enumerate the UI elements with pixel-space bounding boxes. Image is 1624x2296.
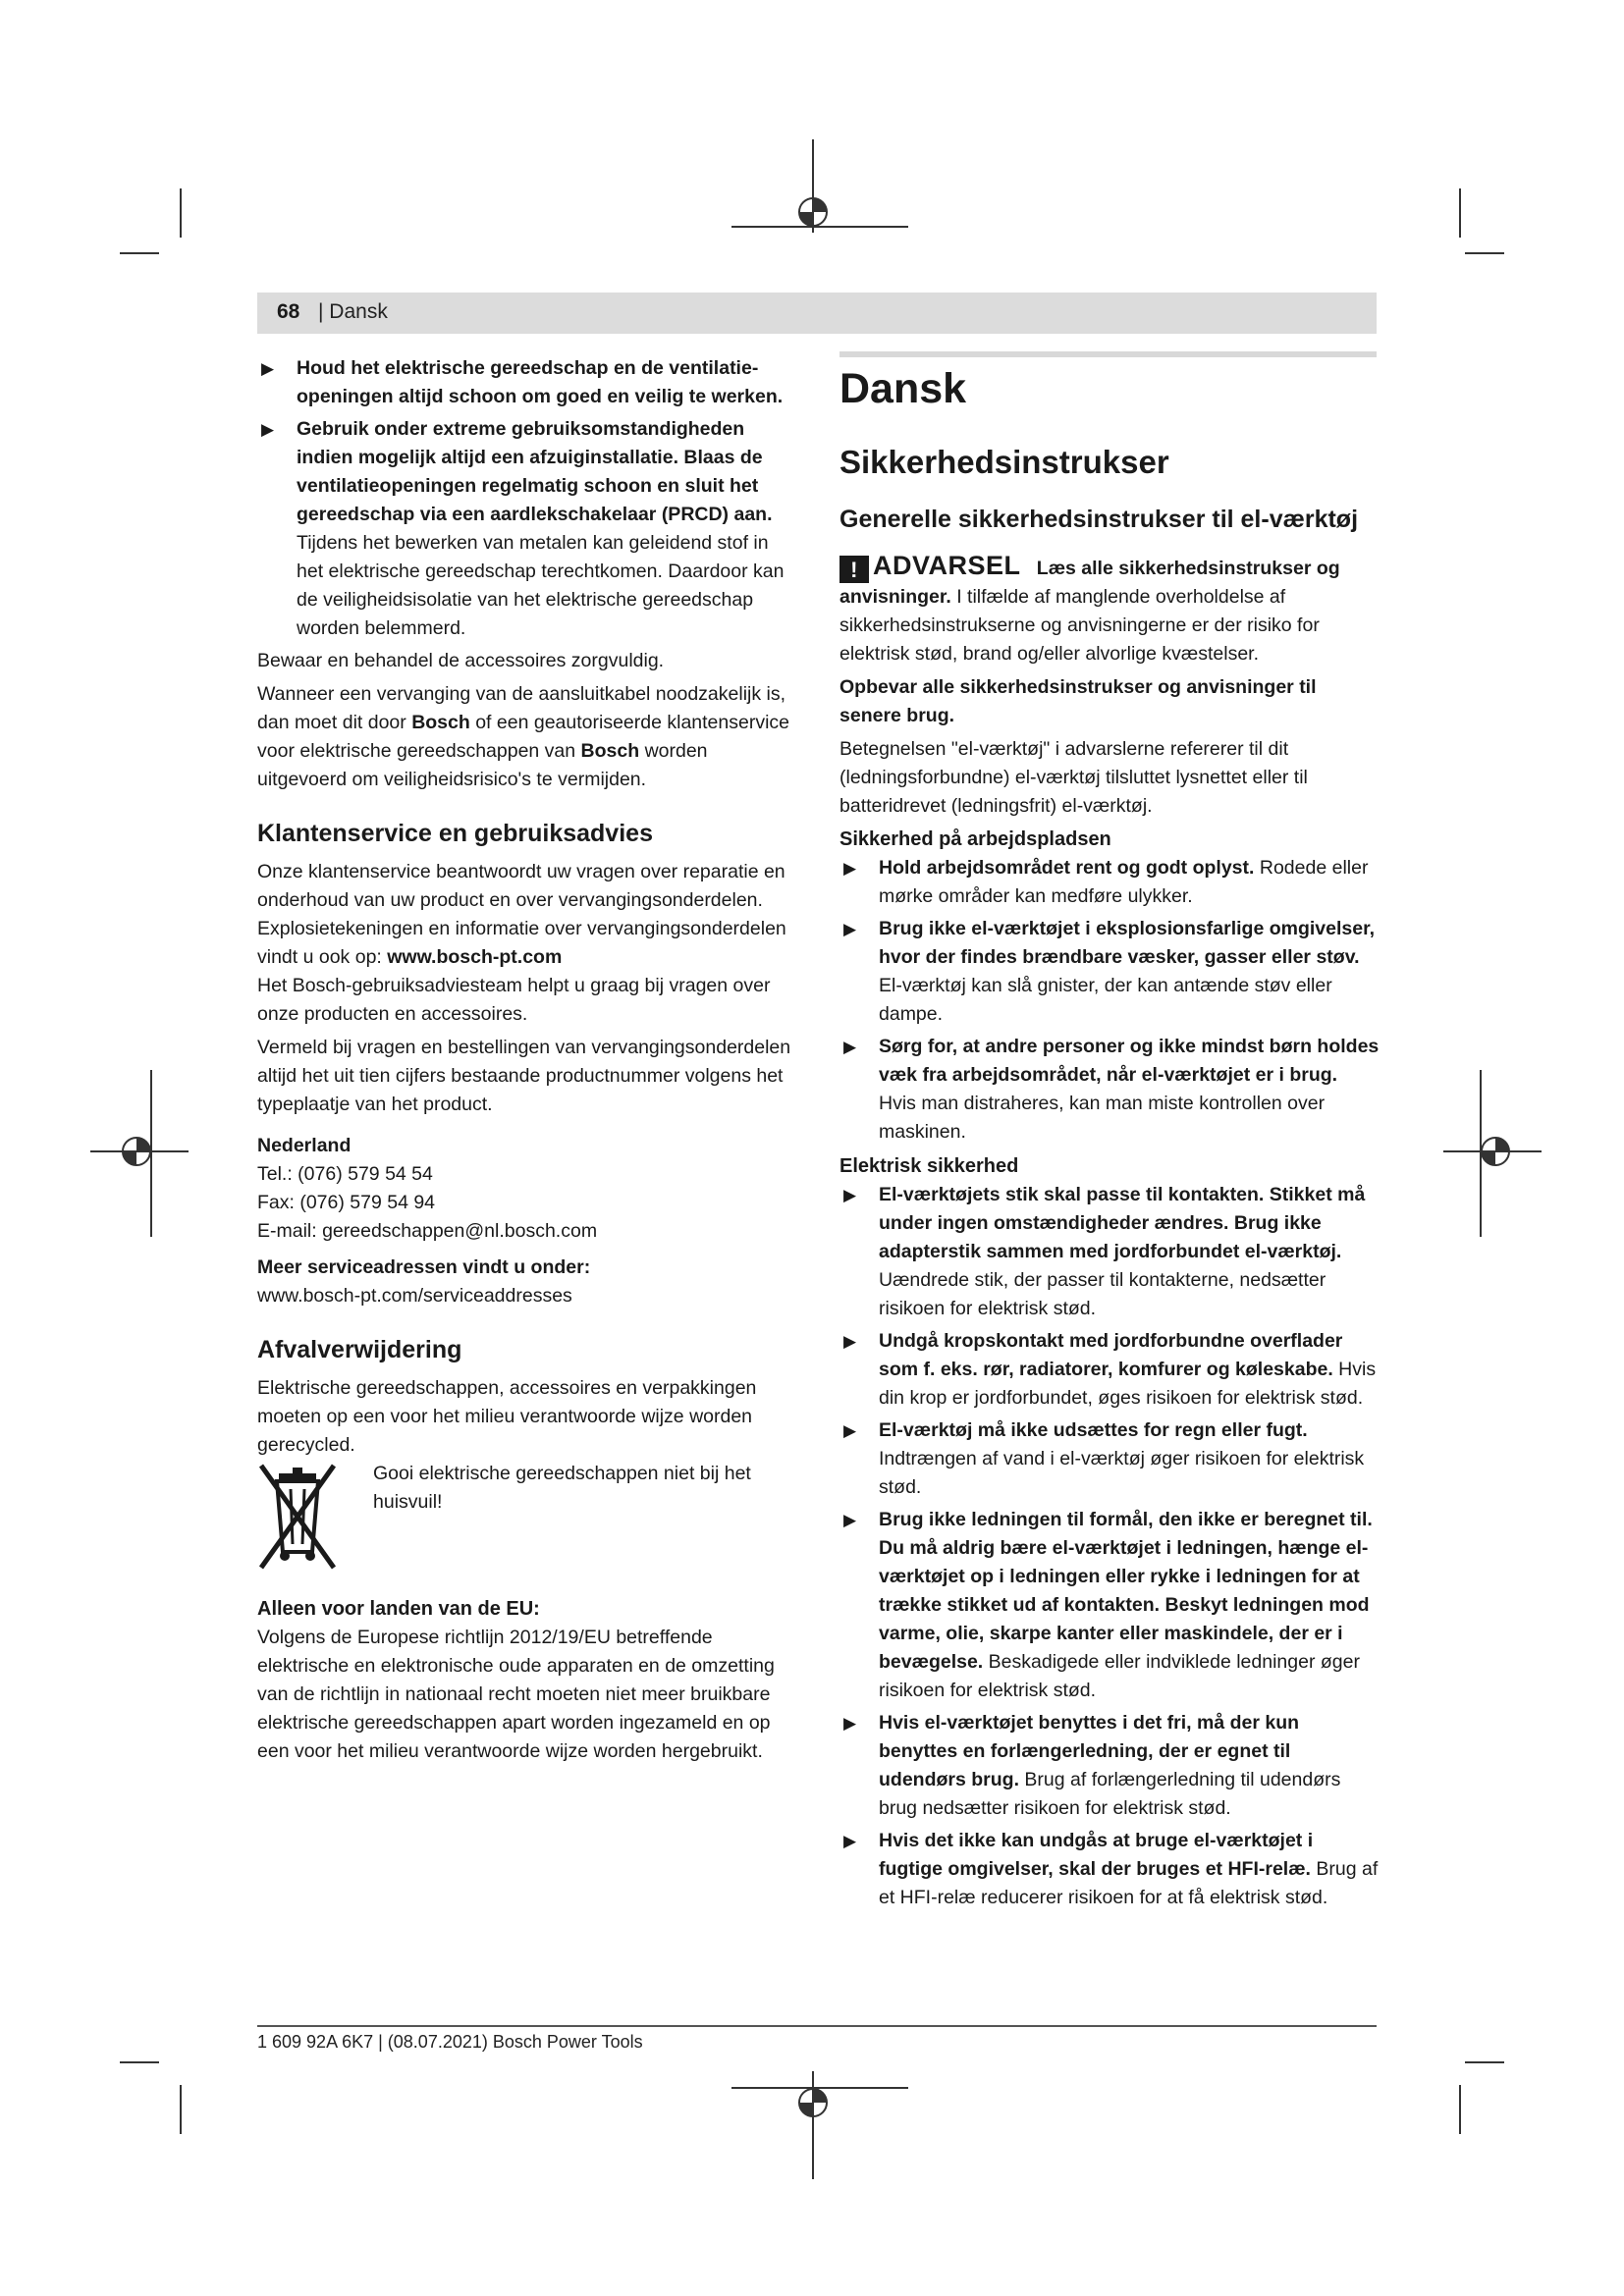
disposal-block — [257, 1460, 795, 1575]
subsection-label: Elektrisk sikkerhed — [839, 1155, 1019, 1177]
list-item: ▶ Brug ikke el-værktøjet i eksplosionsfarlige omgivelser, hvor der findes brændbare væsker, gasser eller støv. El-værktøj kan slå gnister, der kan antænde støv eller dampe. — [839, 915, 1380, 1029]
page-header — [257, 293, 1377, 334]
bullet-arrow-icon: ▶ — [261, 420, 275, 439]
bullet-arrow-icon: ▶ — [843, 1714, 857, 1733]
list-item: ▶ Hvis el-værktøjet benyttes i det fri, må der kun benyttes en forlængerledning, der er egnet til udendørs brug. Brug af forlængerledning til udendørs brug nedsætter risikoen for elektrisk stød. — [839, 1709, 1380, 1823]
contact-tel: Tel.: (076) 579 54 54 — [257, 1163, 433, 1185]
page-title: Dansk — [839, 365, 967, 412]
paragraph: Onze klantenservice beantwoordt uw vragen over reparatie en onderhoud van uw product en over vervangingsonderdelen. Explosietekeningen en informatie over vervangingsonderdelen vindt u ook op: www.bosch-pt.com Het Bosch-gebruiksadviesteam helpt u graag bij vragen over onze producten en accessoires. — [257, 861, 786, 1025]
paragraph: Volgens de Europese richtlijn 2012/19/EU betreffende elektrische en elektronische oude apparaten en de omzetting van de richtlijn in nationaal recht moeten niet meer bruikbare elektrische gereedschappen apart worden ingezameld en op een voor het milieu verantwoorde wijze worden hergebruikt. — [257, 1627, 775, 1762]
crop-mark — [1465, 2061, 1504, 2063]
footer-text: 1 609 92A 6K7 | (08.07.2021) Bosch Power Tools — [257, 2032, 643, 2052]
crop-mark — [120, 252, 159, 254]
list-item: ▶ Hvis det ikke kan undgås at bruge el-værktøjet i fugtige omgivelser, skal der bruges et HFI-relæ. Brug af et HFI-relæ reducerer risikoen for at få elektrisk stød. — [839, 1827, 1380, 1912]
crop-mark — [1465, 252, 1504, 254]
more-service-label: Meer serviceadressen vindt u onder: — [257, 1256, 591, 1278]
paragraph: Wanneer een vervanging van de aansluitkabel noodzakelijk is, dan moet dit door Bosch of een geautoriseerde klantenservice voor elektrische gereedschappen van Bosch worden uitgevoerd om veiligheidsrisico's te vermijden. — [257, 683, 790, 790]
eu-label: Alleen voor landen van de EU: — [257, 1598, 540, 1620]
crossed-bin-icon — [257, 1462, 338, 1572]
warning-icon: ! — [839, 556, 869, 583]
paragraph: Vermeld bij vragen en bestellingen van vervangingsonderdelen altijd het uit tien cijfers bestaande productnummer volgens het typeplaatje van het product. — [257, 1037, 791, 1115]
crop-mark — [180, 2085, 182, 2134]
list-item: ▶ Brug ikke ledningen til formål, den ikke er beregnet til. Du må aldrig bære el-værktøjet i ledningen, hænge el-værktøjet op i ledningen eller rykke i ledningen for at trække stikket ud af kontakten. Beskyt ledningen mod varme, olie, skarpe kanter eller maskindele, der er i bevægelse. Beskadigede eller indviklede ledninger øger risikoen for elektrisk stød. — [839, 1506, 1380, 1705]
registration-mark-icon — [731, 2071, 908, 2179]
section-name: | Dansk — [318, 300, 388, 323]
crop-mark — [1459, 188, 1461, 238]
bullet-arrow-icon: ▶ — [843, 1832, 857, 1850]
crop-mark — [1459, 2085, 1461, 2134]
list-item: ▶ El-værktøjets stik skal passe til kontakten. Stikket må under ingen omstændigheder ændres. Brug ikke adapterstik sammen med jordforbundet el-værktøj. Uændrede stik, der passer til kontakterne, nedsætter risikoen for elektrisk stød. — [839, 1181, 1380, 1323]
paragraph: Elektrische gereedschappen, accessoires en verpakkingen moeten op een voor het milieu verantwoorde wijze worden gerecycled. — [257, 1377, 757, 1456]
crop-mark — [180, 188, 182, 238]
bullet-arrow-icon: ▶ — [843, 920, 857, 938]
list-item: ▶ El-værktøj må ikke udsættes for regn eller fugt. Indtrængen af vand i el-værktøj øger risikoen for elektrisk stød. — [839, 1416, 1380, 1502]
section-title: Sikkerhedsinstrukser — [839, 444, 1169, 480]
page-number: 68 — [277, 300, 300, 323]
list-item: ▶ Undgå kropskontakt med jordforbundne overflader som f. eks. rør, radiatorer, komfurer og køleskabe. Hvis din krop er jordforbundet, øges risikoen for elektrisk stød. — [839, 1327, 1380, 1413]
crop-mark — [120, 2061, 159, 2063]
bullet-arrow-icon: ▶ — [843, 1186, 857, 1204]
country-label: Nederland — [257, 1135, 352, 1156]
service-url[interactable]: www.bosch-pt.com/serviceaddresses — [257, 1285, 572, 1307]
warning-paragraph: ! ADVARSEL Læs alle sikkerhedsinstrukser og anvisninger. I tilfælde af manglende overholdelse af sikkerhedsinstrukserne og anvisningerne er der risiko for elektrisk stød, brand og/eller alvorlige kvæstelser. — [839, 551, 1340, 665]
bullet-arrow-icon: ▶ — [261, 359, 275, 378]
right-column — [839, 552, 1380, 1916]
warning-badge: ! ADVARSEL — [839, 552, 1021, 583]
section-heading: Afvalverwijdering — [257, 1336, 462, 1363]
list-item: ▶ Houd het elektrische gereedschap en de ventilatieopeningen altijd schoon om goed en veilig te werken. — [257, 354, 795, 411]
list-item: ▶ Hold arbejdsområdet rent og godt oplyst. Rodede eller mørke områder kan medføre ulykker. — [839, 854, 1380, 911]
paragraph: Betegnelsen "el-værktøj" i advarslerne refererer til dit (ledningsforbundne) el-værktøj tilsluttet lysnettet eller til batteridrevet (ledningsfrit) el-værktøj. — [839, 738, 1308, 817]
contact-fax: Fax: (076) 579 54 94 — [257, 1192, 436, 1213]
bullet-arrow-icon: ▶ — [843, 1332, 857, 1351]
paragraph: Opbevar alle sikkerhedsinstrukser og anvisninger til senere brug. — [839, 676, 1317, 726]
registration-mark-icon — [731, 139, 908, 296]
bullet-arrow-icon: ▶ — [843, 1038, 857, 1056]
bin-note: Gooi elektrische gereedschappen niet bij het huisvuil! — [373, 1463, 751, 1513]
bullet-arrow-icon: ▶ — [843, 1511, 857, 1529]
subsection-title: Generelle sikkerhedsinstrukser til el-værktøj — [839, 506, 1359, 533]
contact-email: E-mail: gereedschappen@nl.bosch.com — [257, 1220, 598, 1242]
registration-mark-icon — [90, 1070, 189, 1237]
bullet-arrow-icon: ▶ — [843, 859, 857, 878]
section-rule — [839, 351, 1377, 357]
bullet-arrow-icon: ▶ — [843, 1421, 857, 1440]
link-url[interactable]: www.bosch-pt.com — [387, 946, 563, 968]
paragraph: Bewaar en behandel de accessoires zorgvuldig. — [257, 650, 665, 671]
footer-rule — [257, 2025, 1377, 2027]
section-heading: Klantenservice en gebruiksadvies — [257, 820, 653, 847]
registration-mark-icon — [1443, 1070, 1542, 1237]
subsection-label: Sikkerhed på arbejdspladsen — [839, 828, 1111, 850]
list-item: ▶ Gebruik onder extreme gebruiksomstandigheden indien mogelijk altijd een afzuiginstallatie. Blaas de ventilatieopeningen regelmatig schoon en sluit het gereedschap via een aardlekschakelaar (PRCD) aan. Tijdens het bewerken van metalen kan geleidend stof in het elektrische gereedschap terechtkomen. Daardoor kan de veiligheidsisolatie van het elektrische gereedschap worden belemmerd. — [257, 415, 795, 643]
list-item: ▶ Sørg for, at andre personer og ikke mindst børn holdes væk fra arbejdsområdet, når el-værktøjet er i brug. Hvis man distraheres, kan man miste kontrollen over maskinen. — [839, 1033, 1380, 1147]
left-column — [257, 354, 795, 1771]
